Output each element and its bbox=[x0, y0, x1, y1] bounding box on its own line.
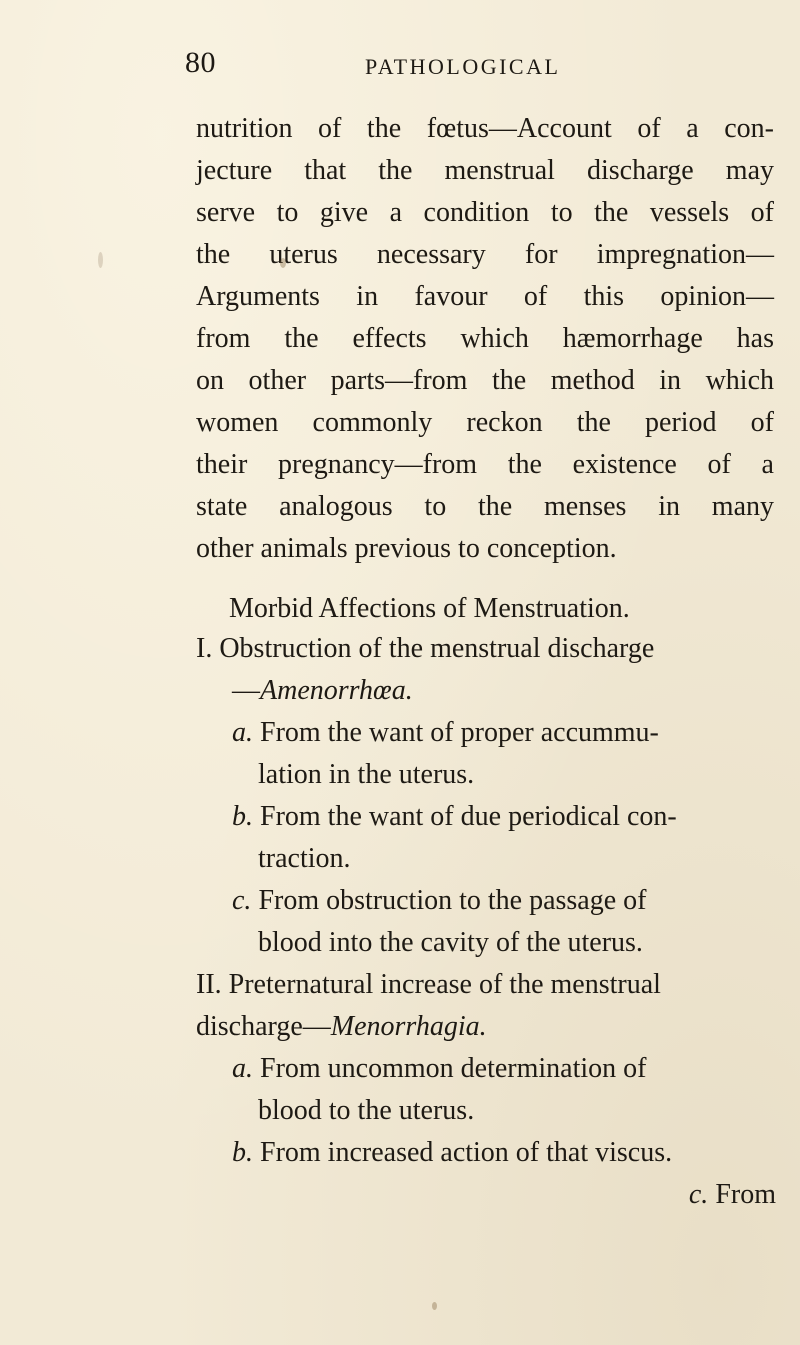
outline-item-1-continuation bbox=[196, 670, 776, 712]
outline-item-2 bbox=[196, 964, 776, 1006]
sub-item-continuation: traction. bbox=[258, 843, 351, 874]
sub-item-text: From the want of proper accummu- bbox=[260, 717, 659, 748]
paper-speck bbox=[432, 1302, 437, 1310]
sub-item-text: From uncommon determination of bbox=[260, 1053, 647, 1084]
roman-numeral: II. bbox=[196, 969, 222, 1000]
sub-item-text: From increased action of that viscus. bbox=[260, 1137, 673, 1168]
em-dash: — bbox=[232, 675, 260, 706]
outline-item-text: Preternatural increase of the menstrual bbox=[228, 969, 661, 1000]
sub-item bbox=[196, 880, 776, 922]
sub-item-continuation: blood into the cavity of the uterus. bbox=[258, 927, 643, 958]
section-title: Morbid Affections of Menstruation. bbox=[229, 593, 630, 624]
sub-item bbox=[196, 712, 776, 754]
outline-item-2-continuation bbox=[196, 1006, 776, 1048]
sub-item-letter: b. bbox=[232, 801, 253, 832]
outline-item-1 bbox=[196, 628, 776, 670]
paragraph-line: serve to give a condition to the vessels of bbox=[196, 197, 774, 228]
sub-item-continuation: blood to the uterus. bbox=[258, 1095, 475, 1126]
page-number: 80 bbox=[185, 46, 216, 79]
paragraph-line: jecture that the menstrual discharge may bbox=[196, 155, 774, 186]
sub-item bbox=[196, 1132, 776, 1174]
paragraph-line: on other parts—from the method in which bbox=[196, 365, 774, 396]
paragraph-line: women commonly reckon the period of bbox=[196, 407, 774, 438]
paragraph-line: the uterus necessary for impregnation— bbox=[196, 239, 774, 270]
latin-term: Amenorrhœa. bbox=[260, 675, 413, 706]
sub-item bbox=[196, 796, 776, 838]
paragraph-line: their pregnancy—from the existence of a bbox=[196, 449, 774, 480]
paper-speck bbox=[280, 258, 286, 268]
outline-item-text: Obstruction of the menstrual discharge bbox=[219, 633, 655, 664]
catchword bbox=[196, 1174, 776, 1216]
roman-numeral: I. bbox=[196, 633, 213, 664]
paper-speck bbox=[98, 252, 103, 268]
outline-list bbox=[196, 628, 776, 1216]
paragraph-line: Arguments in favour of this opinion— bbox=[196, 281, 774, 312]
sub-item-text: From the want of due periodical con- bbox=[260, 801, 677, 832]
summary-paragraph bbox=[196, 108, 774, 570]
paragraph-line: from the effects which hæmorrhage has bbox=[196, 323, 774, 354]
catchword-letter: c. bbox=[688, 1179, 709, 1210]
sub-item-letter: b. bbox=[232, 1137, 253, 1168]
catchword-text: From bbox=[715, 1179, 776, 1210]
page-header bbox=[0, 46, 800, 86]
sub-item-letter: a. bbox=[232, 1053, 253, 1084]
sub-item-letter: a. bbox=[232, 717, 253, 748]
running-head: PATHOLOGICAL bbox=[365, 54, 561, 79]
paragraph-line: nutrition of the fœtus—Account of a con- bbox=[196, 113, 774, 144]
sub-item-letter: c. bbox=[232, 885, 252, 916]
paragraph-line: state analogous to the menses in many bbox=[196, 491, 774, 522]
sub-item bbox=[196, 1048, 776, 1090]
sub-item-continuation: lation in the uterus. bbox=[258, 759, 475, 790]
latin-term: Menorrhagia. bbox=[330, 1011, 487, 1042]
outline-item-text: discharge— bbox=[196, 1011, 331, 1042]
paragraph-line: other animals previous to conception. bbox=[196, 533, 617, 564]
sub-item-text: From obstruction to the passage of bbox=[258, 885, 647, 916]
